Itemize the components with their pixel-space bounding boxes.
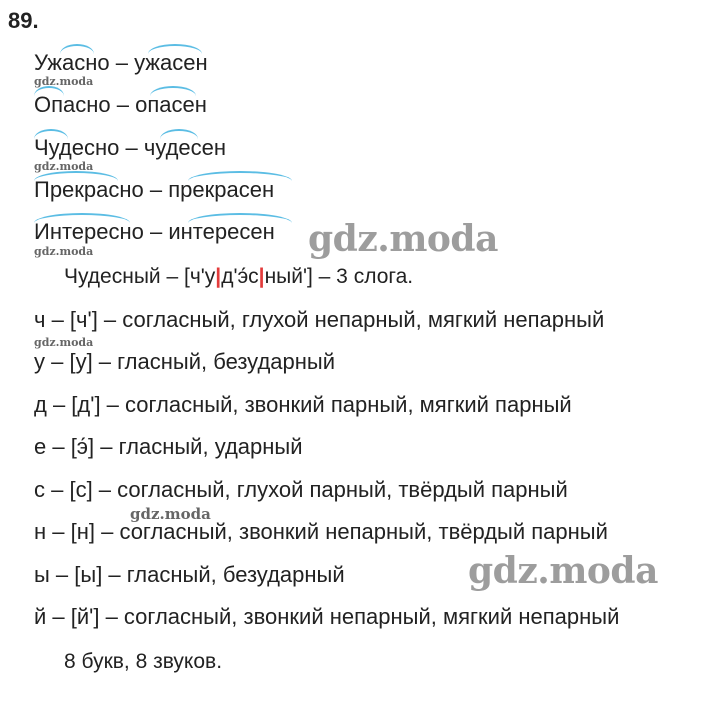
adverb: Интересно [34, 219, 144, 244]
sound-line: ч – [ч'] – согласный, глухой непарный, мягкий непарный [34, 307, 605, 332]
syllable-divider: | [258, 265, 265, 288]
syllable-count: – 3 слога. [318, 265, 414, 288]
exercise-number: 89. [8, 8, 39, 33]
analysis-line: Чудесный – [ч'у|д'э́с|ный'] – 3 слога. [64, 265, 414, 288]
sound-line: н – [н] – согласный, звонкий непарный, твёрдый парный [34, 519, 608, 544]
sound-line: ы – [ы] – гласный, безударный [34, 562, 345, 587]
adjective: опасен [135, 92, 207, 117]
word-pair-line: Опасно – опасен [34, 92, 207, 117]
adverb: Опасно [34, 92, 111, 117]
sound-line: е – [э́] – гласный, ударный [34, 434, 303, 459]
syllable: ч'у [189, 265, 216, 288]
adverb: Ужасно [34, 50, 110, 75]
watermark: gdz.moda [130, 505, 211, 523]
summary: 8 букв, 8 звуков. [64, 650, 223, 673]
word-pair-line: Чудесно – чудесен [34, 135, 227, 160]
sound-line: д – [д'] – согласный, звонкий парный, мягкий парный [34, 392, 572, 417]
watermark: gdz.moda [308, 218, 498, 260]
adverb: Прекрасно [34, 177, 144, 202]
watermark: gdz.moda [34, 75, 94, 88]
word-pair-line: Интересно – интересен [34, 219, 275, 244]
analysis-word: Чудесный [64, 265, 161, 288]
sound-line: у – [у] – гласный, безударный [34, 349, 336, 374]
adjective: интересен [168, 219, 275, 244]
adverb: Чудесно [34, 135, 120, 160]
watermark: gdz.moda [34, 160, 94, 173]
adjective: ужасен [134, 50, 208, 75]
watermark: gdz.moda [34, 245, 94, 258]
watermark: gdz.moda [468, 550, 658, 592]
syllable: ный' [264, 265, 307, 288]
word-pair-line: Прекрасно – прекрасен [34, 177, 275, 202]
sound-line: й – [й'] – согласный, звонкий непарный, мягкий непарный [34, 604, 620, 629]
syllable: д'э́с [221, 265, 259, 288]
adjective: прекрасен [168, 177, 275, 202]
watermark: gdz.moda [34, 336, 94, 349]
syllable-divider: | [215, 265, 222, 288]
sound-line: с – [с] – согласный, глухой парный, твёрдый парный [34, 477, 568, 502]
adjective: чудесен [143, 135, 227, 160]
word-pair-line: Ужасно – ужасен [34, 50, 208, 75]
